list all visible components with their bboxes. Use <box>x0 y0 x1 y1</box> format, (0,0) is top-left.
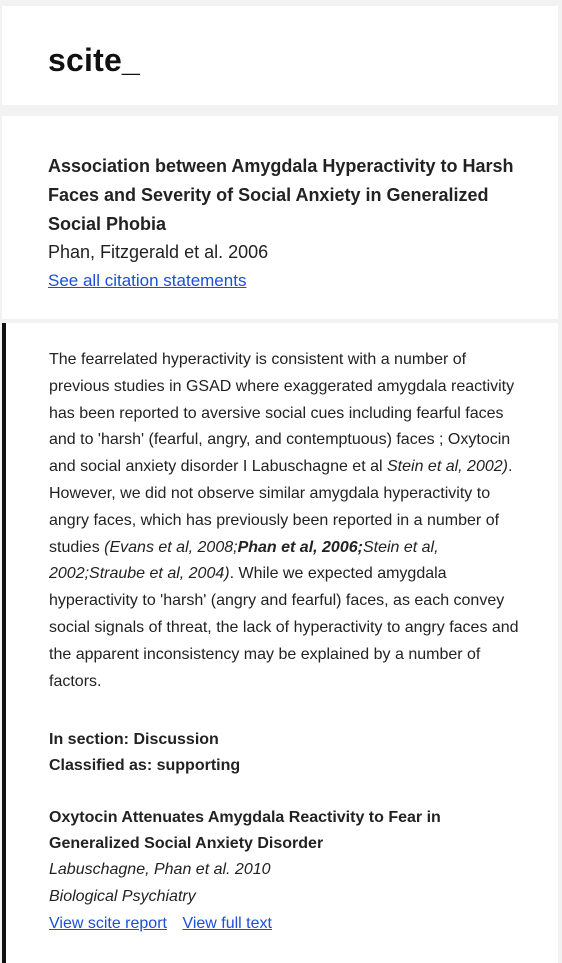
view-scite-report-link[interactable]: View scite report <box>49 915 167 932</box>
cited-paper-authors: Phan, Fitzgerald et al. 2006 <box>48 242 269 262</box>
scite-logo[interactable]: scite_ <box>48 42 140 78</box>
see-all-citation-statements-link[interactable]: See all citation statements <box>48 271 247 290</box>
header-card <box>2 6 558 105</box>
snippet-citation-italic-1: Stein et al, 2002) <box>387 458 508 476</box>
snippet-citation-italic-2: (Evans et al, 2008; <box>104 538 238 556</box>
citing-paper-journal: Biological Psychiatry <box>49 888 196 905</box>
snippet-citation-italic-3: Stein et al, 2002;Straube et al, 2004) <box>49 538 439 583</box>
cited-paper-card <box>2 116 558 319</box>
snippet-text-3: . While we expected amygdala hyperactivity to 'harsh' (angry and fearful) faces, as each convey social signals of threat, the lack of hyperactivity to angry faces and the apparent inconsistency may be explained by a number of factors. <box>49 565 519 690</box>
citing-paper-links <box>49 911 272 937</box>
citing-paper-authors: Labuschagne, Phan et al. 2010 <box>49 861 271 878</box>
cited-paper-title: Association between Amygdala Hyperactivity to Harsh Faces and Severity of Social Anxiety in Generalized Social Phobia <box>48 156 514 234</box>
citation-statement-card <box>2 323 558 963</box>
snippet-text-1: The fearrelated hyperactivity is consistent with a number of previous studies in GSAD where exaggerated amygdala reactivity has been reported to aversive social cues including fearful faces and to 'harsh' (fearful, angry, and contemptuous) faces ; Oxytocin and social anxiety disorder I Labuschagne et al <box>49 351 515 476</box>
citation-snippet <box>49 347 529 695</box>
classification-label: Classified as: supporting <box>49 757 241 774</box>
citing-paper-title: Oxytocin Attenuates Amygdala Reactivity to Fear in Generalized Social Anxiety Disorder <box>49 809 441 852</box>
snippet-text-2: . However, we did not observe similar amygdala hyperactivity to angry faces, which has previously been reported in a number of studies <box>49 458 513 556</box>
section-label: In section: Discussion <box>49 731 219 748</box>
snippet-highlighted-citation: Phan et al, 2006; <box>237 538 363 556</box>
view-full-text-link[interactable]: View full text <box>182 915 272 932</box>
